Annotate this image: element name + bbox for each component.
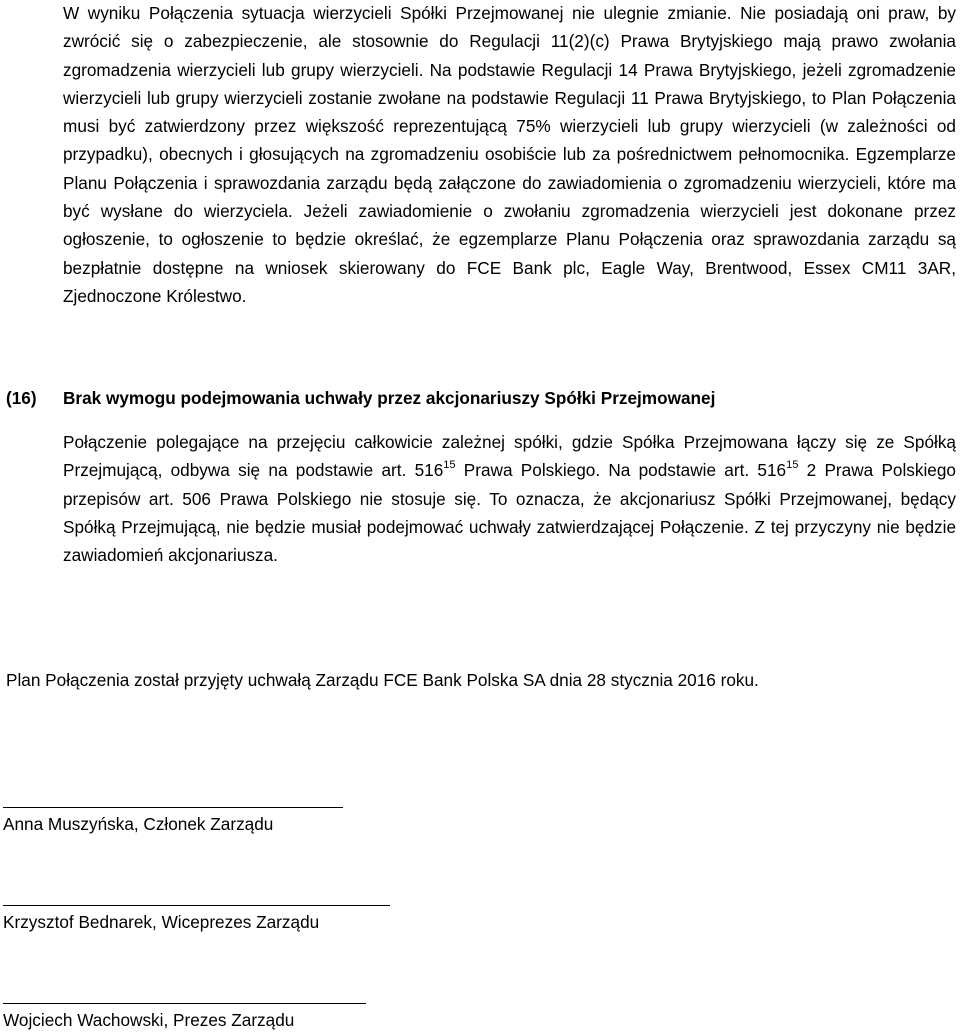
signature-line [3,807,343,808]
paragraph-text-part: Połączenie polegające na przejęciu całkowicie zależnej spółki, gdzie Spółka Przejmowana łączy się ze Spółką Przejmującą, odbywa się na podstawie art. 516 [63,432,956,481]
paragraph-text-part: 2 Prawa Polskiego przepisów art. 506 Prawa Polskiego nie stosuje się. To oznacza, że akcjonariusz Spółki Przejmowanej, będący Spółką Przejmującą, nie będzie musiał podejmować uchwały zatwierdzającej Połączenie. Z tej przyczyny nie będzie zawiadomień akcjonariusza. [63,460,956,566]
section-heading-16 [6,384,956,412]
section-number: (16) [6,388,37,408]
signatory-name: Anna Muszyńska, Członek Zarządu [3,814,274,834]
signatory-name: Wojciech Wachowski, Prezes Zarządu [3,1010,295,1030]
signature-block [3,807,343,835]
signature-line [3,905,390,906]
section-title: Brak wymogu podejmowania uchwały przez akcjonariuszy Spółki Przejmowanej [63,388,716,408]
superscript: 15 [443,458,456,471]
plan-adoption-statement: Plan Połączenia został przyjęty uchwałą Zarządu FCE Bank Polska SA dnia 28 stycznia 2016 roku. [6,670,759,690]
paragraph-creditors: W wyniku Połączenia sytuacja wierzycieli Spółki Przejmowanej nie ulegnie zmianie. Nie posiadają oni praw, by zwrócić się o zabezpieczenie, ale stosownie do Regulacji 11(2)(c) Prawa Brytyjskiego mają prawo zwołania zgromadzenia wierzycieli lub grupy wierzycieli. Na podstawie Regulacji 14 Prawa Brytyjskiego, jeżeli zgromadzenie wierzycieli lub grupy wierzycieli zostanie zwołane na podstawie Regulacji 11 Prawa Brytyjskiego, to Plan Połączenia musi być zatwierdzony przez większość reprezentującą 75% wierzycieli lub grupy wierzycieli (w zależności od przypadku), obecnych i głosujących na zgromadzeniu osobiście lub za pośrednictwem pełnomocnika. Egzemplarze Planu Połączenia i sprawozdania zarządu będą załączone do zawiadomienia o zgromadzeniu wierzycieli, które ma być wysłane do wierzyciela. Jeżeli zawiadomienie o zwołaniu zgromadzenia wierzycieli jest dokonane przez ogłoszenie, to ogłoszenie to będzie określać, że egzemplarze Planu Połączenia oraz sprawozdania zarządu są bezpłatnie dostępne na wniosek skierowany do FCE Bank plc, Eagle Way, Brentwood, Essex CM11 3AR, Zjednoczone Królestwo. [63,3,956,306]
signature-block [3,1003,366,1031]
paragraph-shareholders [63,428,956,569]
signature-line [3,1003,366,1004]
signatory-name: Krzysztof Bednarek, Wiceprezes Zarządu [3,912,320,932]
superscript: 15 [786,458,799,471]
paragraph-text-part: Prawa Polskiego. Na podstawie art. 516 [455,460,787,481]
signature-block [3,905,390,933]
